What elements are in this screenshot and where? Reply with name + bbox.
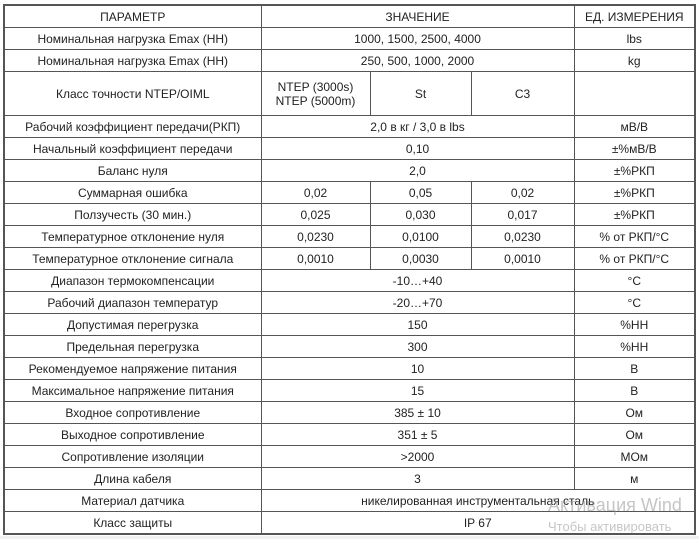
unit-cell: ±%мВ/В xyxy=(574,138,695,160)
table-row xyxy=(4,292,695,314)
unit-cell: °С xyxy=(574,292,695,314)
value-cell: 0,10 xyxy=(261,138,574,160)
param-cell: Допустимая перегрузка xyxy=(4,314,261,336)
value-cell-c3: 0,02 xyxy=(471,182,574,204)
param-cell: Входное сопротивление xyxy=(4,402,261,424)
table-row xyxy=(4,28,695,50)
table-row xyxy=(4,116,695,138)
value-cell: -10…+40 xyxy=(261,270,574,292)
table-row xyxy=(4,380,695,402)
table-row xyxy=(4,226,695,248)
param-cell: Диапазон термокомпенсации xyxy=(4,270,261,292)
table-row xyxy=(4,50,695,72)
unit-cell xyxy=(574,72,695,116)
table-row xyxy=(4,204,695,226)
unit-cell: ±%РКП xyxy=(574,182,695,204)
table-row xyxy=(4,270,695,292)
unit-cell: м xyxy=(574,468,695,490)
value-cell: никелированная инструментальная сталь xyxy=(261,490,695,512)
table-row xyxy=(4,468,695,490)
unit-cell: Ом xyxy=(574,402,695,424)
value-cell: 300 xyxy=(261,336,574,358)
value-cell: 250, 500, 1000, 2000 xyxy=(261,50,574,72)
value-cell-st: St xyxy=(370,72,471,116)
unit-cell: В xyxy=(574,380,695,402)
value-cell: 15 xyxy=(261,380,574,402)
table-row xyxy=(4,248,695,270)
unit-cell: % от РКП/°С xyxy=(574,248,695,270)
table-row xyxy=(4,336,695,358)
value-cell-ntep: 0,025 xyxy=(261,204,370,226)
table-row xyxy=(4,182,695,204)
value-cell: 385 ± 10 xyxy=(261,402,574,424)
unit-cell: ±%РКП xyxy=(574,204,695,226)
unit-cell: Ом xyxy=(574,424,695,446)
ntep-3000s: NTEP (3000s) xyxy=(277,79,354,94)
unit-cell: %НН xyxy=(574,314,695,336)
value-cell: 2,0 xyxy=(261,160,574,182)
value-cell-ntep: 0,02 xyxy=(261,182,370,204)
param-cell: Ползучесть (30 мин.) xyxy=(4,204,261,226)
unit-cell: мВ/В xyxy=(574,116,695,138)
table-row xyxy=(4,72,695,116)
table-row xyxy=(4,490,695,512)
value-cell: 3 xyxy=(261,468,574,490)
header-parameter: ПАРАМЕТР xyxy=(4,5,261,28)
unit-cell: В xyxy=(574,358,695,380)
table-row xyxy=(4,138,695,160)
value-cell: 2,0 в кг / 3,0 в lbs xyxy=(261,116,574,138)
param-cell: Рабочий коэффициент передачи(РКП) xyxy=(4,116,261,138)
param-cell: Длина кабеля xyxy=(4,468,261,490)
value-cell: -20…+70 xyxy=(261,292,574,314)
value-cell-c3: 0,0010 xyxy=(471,248,574,270)
value-cell-st: 0,05 xyxy=(370,182,471,204)
table-row xyxy=(4,512,695,535)
value-cell-st: 0,0030 xyxy=(370,248,471,270)
value-cell: 351 ± 5 xyxy=(261,424,574,446)
value-cell-c3: 0,017 xyxy=(471,204,574,226)
value-cell-c3: C3 xyxy=(471,72,574,116)
param-cell: Температурное отклонение нуля xyxy=(4,226,261,248)
value-cell-ntep: 0,0010 xyxy=(261,248,370,270)
param-cell: Класс точности NTEP/OIML xyxy=(4,72,261,116)
unit-cell: %НН xyxy=(574,336,695,358)
header-value: ЗНАЧЕНИЕ xyxy=(261,5,574,28)
unit-cell: % от РКП/°С xyxy=(574,226,695,248)
value-cell-c3: 0,0230 xyxy=(471,226,574,248)
table-row xyxy=(4,424,695,446)
param-cell: Сопротивление изоляции xyxy=(4,446,261,468)
table-row xyxy=(4,314,695,336)
table-row xyxy=(4,446,695,468)
unit-cell: °С xyxy=(574,270,695,292)
table-row xyxy=(4,160,695,182)
param-cell: Максимальное напряжение питания xyxy=(4,380,261,402)
param-cell: Баланс нуля xyxy=(4,160,261,182)
unit-cell: kg xyxy=(574,50,695,72)
param-cell: Номинальная нагрузка Emax (НН) xyxy=(4,28,261,50)
param-cell: Материал датчика xyxy=(4,490,261,512)
specifications-table xyxy=(3,4,696,535)
activation-watermark-subtitle: Чтобы активировать xyxy=(548,519,672,534)
unit-cell: МОм xyxy=(574,446,695,468)
header-row xyxy=(4,5,695,28)
param-cell: Выходное сопротивление xyxy=(4,424,261,446)
param-cell: Суммарная ошибка xyxy=(4,182,261,204)
header-unit: ЕД. ИЗМЕРЕНИЯ xyxy=(574,5,695,28)
param-cell: Предельная перегрузка xyxy=(4,336,261,358)
param-cell: Номинальная нагрузка Emax (НН) xyxy=(4,50,261,72)
value-cell: 10 xyxy=(261,358,574,380)
activation-watermark-title: Активация Wind xyxy=(548,495,682,515)
param-cell: Рекомендуемое напряжение питания xyxy=(4,358,261,380)
value-cell: 150 xyxy=(261,314,574,336)
param-cell: Класс защиты xyxy=(4,512,261,535)
table-row xyxy=(4,402,695,424)
value-cell: 1000, 1500, 2500, 4000 xyxy=(261,28,574,50)
param-cell: Температурное отклонение сигнала xyxy=(4,248,261,270)
param-cell: Рабочий диапазон температур xyxy=(4,292,261,314)
value-cell-st: 0,030 xyxy=(370,204,471,226)
value-cell-st: 0,0100 xyxy=(370,226,471,248)
ntep-5000m: NTEP (5000m) xyxy=(275,93,356,108)
param-cell: Начальный коэффициент передачи xyxy=(4,138,261,160)
unit-cell: lbs xyxy=(574,28,695,50)
unit-cell: ±%РКП xyxy=(574,160,695,182)
value-cell: IP 67 xyxy=(261,512,695,535)
value-cell-ntep: 0,0230 xyxy=(261,226,370,248)
value-cell-ntep xyxy=(261,72,370,116)
table-row xyxy=(4,358,695,380)
value-cell: >2000 xyxy=(261,446,574,468)
